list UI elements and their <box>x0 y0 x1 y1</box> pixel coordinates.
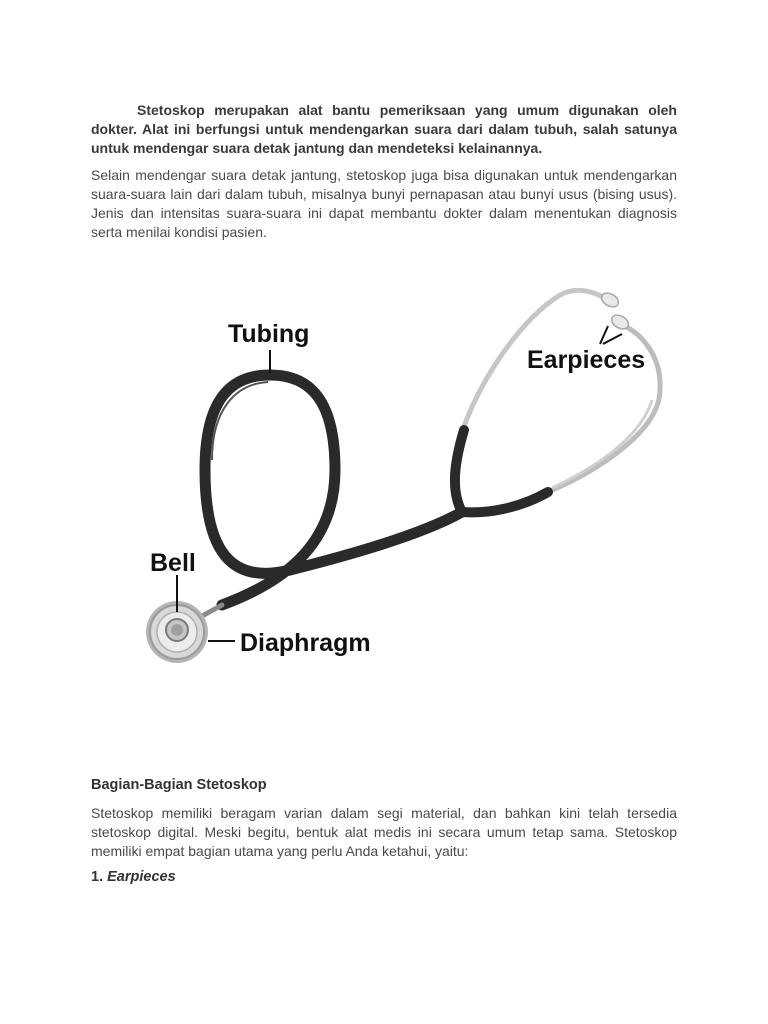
section-paragraph: Stetoskop memiliki beragam varian dalam segi material, dan bahkan kini telah tersedia stetoskop digital. Meski begitu, bentuk alat medis ini secara umum tetap sama. Stetoskop memiliki empat bagian utama yang perlu Anda ketahui, yaitu: <box>91 805 677 859</box>
label-tubing: Tubing <box>228 320 310 348</box>
tubing-y-arm-left <box>455 430 464 512</box>
section-heading: Bagian-Bagian Stetoskop <box>91 777 267 793</box>
list-item-number: 1. <box>91 869 104 885</box>
label-diaphragm: Diaphragm <box>240 629 371 657</box>
intro-bold-paragraph: Stetoskop merupakan alat bantu pemeriksaan yang umum digunakan oleh dokter. Alat ini berfungsi untuk mendengarkan suara dari dalam tubuh, salah satunya untuk mendengar suara detak jantung dan mendeteksi kelainannya. <box>91 102 677 156</box>
tubing-y-arm-right <box>462 492 548 512</box>
bell-inner <box>171 624 183 636</box>
list-item-label: Earpieces <box>107 869 176 885</box>
label-bell: Bell <box>150 549 196 577</box>
earpiece-left <box>599 290 621 309</box>
binaural-tube-right-lower <box>552 400 652 488</box>
stethoscope-figure <box>0 260 768 740</box>
intro-paragraph: Selain mendengar suara detak jantung, stetoskop juga bisa digunakan untuk mendengarkan suara-suara lain dari dalam tubuh, misalnya bunyi pernapasan atau bunyi usus (bising usus). Jenis dan intensitas suara-suara ini dapat membantu dokter dalam menentukan diagnosis serta menilai kondisi pasien. <box>91 167 677 240</box>
tubing-main <box>205 375 462 605</box>
list-item <box>91 869 176 885</box>
earpieces-leader-2 <box>603 334 622 344</box>
label-earpieces: Earpieces <box>527 346 646 374</box>
